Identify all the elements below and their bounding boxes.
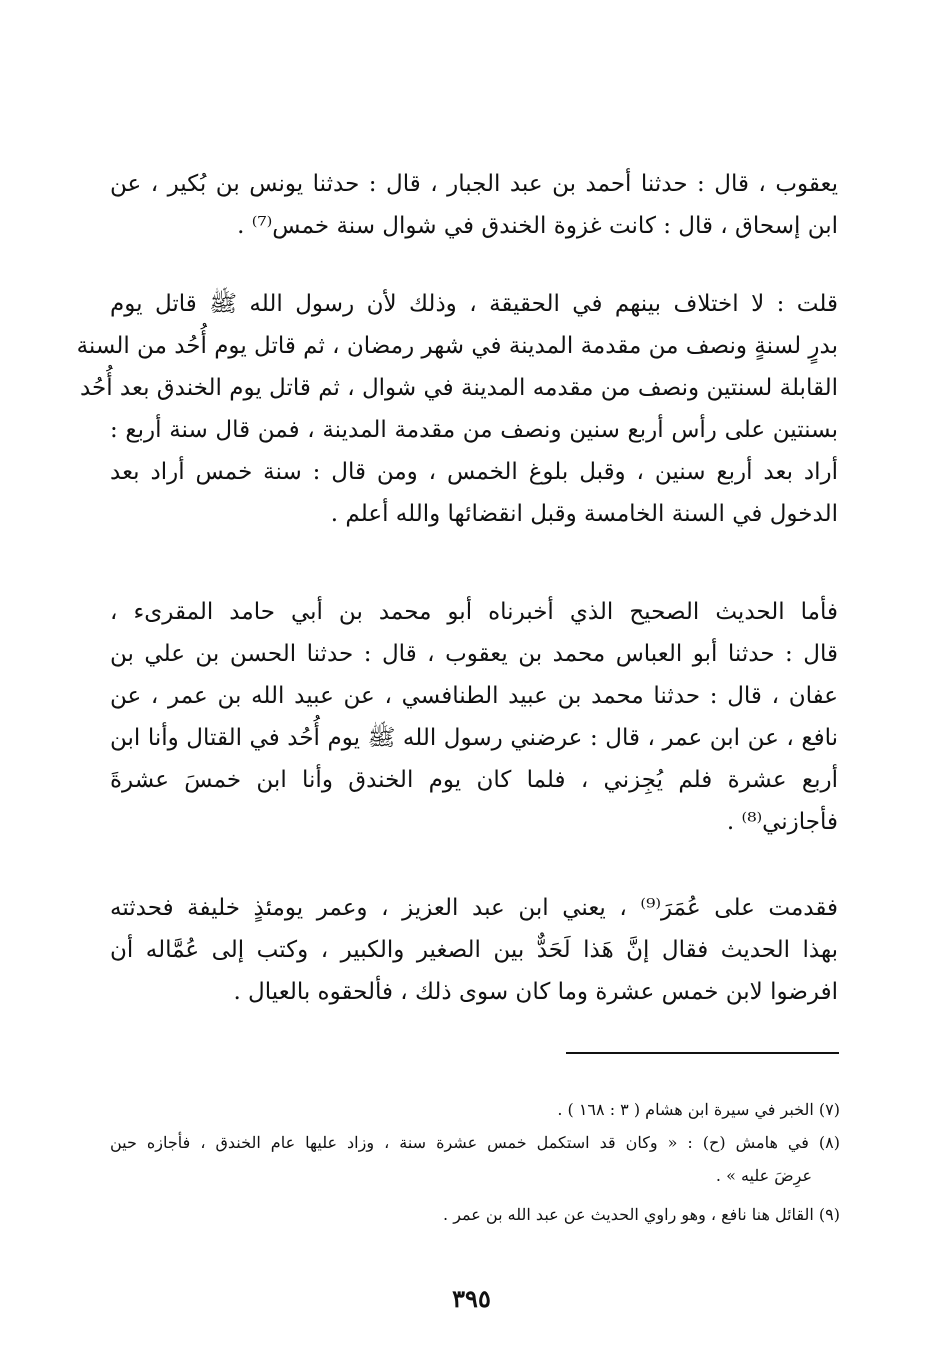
- paragraph-3: [110, 591, 838, 843]
- text-line: افرضوا لابن خمس عشرة وما كان سوى ذلك ، فألحقوه بالعيال .: [233, 979, 838, 1005]
- footnote-line: (٧) الخبر في سيرة ابن هشام ( ٣ : ١٦٨ ) .: [557, 1100, 840, 1119]
- text-line: فأما الحديث الصحيح الذي أخبرناه أبو محمد بن أبي حامد المقرىء ،: [110, 599, 838, 625]
- footnote-9: [110, 1198, 840, 1231]
- text-line: الدخول في السنة الخامسة وقبل انقضائها والله أعلم .: [330, 501, 838, 527]
- text-line: بهذا الحديث فقال إنَّ هَذا لَحَدٌّ بين الصغير والكبير ، وكتب إلى عُمَّاله أن: [110, 937, 838, 963]
- paragraph-2: [76, 283, 838, 535]
- page-number: ٣٩٥: [452, 1284, 491, 1313]
- footnote-8: [110, 1126, 840, 1192]
- paragraph-4: [110, 887, 838, 1013]
- text-line: نافع ، عن ابن عمر ، قال : عرضني رسول الله ﷺ يوم أُحُد في القتال وأنا ابن: [110, 725, 838, 751]
- footnote-line: (٩) القائل هنا نافع ، وهو راوي الحديث عن عبد الله بن عمر .: [443, 1205, 840, 1224]
- text-line: القابلة لسنتين ونصف من مقدمه المدينة في شوال ، ثم قاتل يوم الخندق بعد أُحُد: [79, 375, 838, 401]
- text-line: ابن إسحاق ، قال : كانت غزوة الخندق في شوال سنة خمس⁽⁷⁾ .: [237, 213, 838, 239]
- text-line: فأجازني⁽⁸⁾ .: [726, 809, 838, 835]
- footnote-line: عرِضَ عليه » .: [715, 1166, 812, 1185]
- text-line: بسنتين على رأس أربع سنين ونصف من مقدمة المدينة ، فمن قال سنة أربع :: [110, 417, 838, 443]
- text-line: عفان ، قال : حدثنا محمد بن عبيد الطنافسي ، عن عبيد الله بن عمر ، عن: [110, 683, 838, 709]
- text-line: قال : حدثنا أبو العباس محمد بن يعقوب ، قال : حدثنا الحسن بن علي بن: [110, 641, 838, 667]
- paragraph-1: [110, 163, 838, 247]
- text-line: أربع عشرة فلم يُجِزني ، فلما كان يوم الخندق وأنا ابن خمسَ عشرةَ: [110, 767, 838, 793]
- text-line: قلت : لا اختلاف بينهم في الحقيقة ، وذلك لأن رسول الله ﷺ قاتل يوم: [110, 291, 838, 317]
- footnote-line: (٨) في هامش (ح) : « وكان قد استكمل خمس عشرة سنة ، وزاد عليها عام الخندق ، فأجازه حين: [110, 1133, 840, 1152]
- footnotes: [110, 1093, 840, 1231]
- footnote-divider: [566, 1052, 839, 1054]
- footnote-7: [110, 1093, 840, 1126]
- text-line: فقدمت على عُمَرَ⁽⁹⁾ ، يعني ابن عبد العزيز ، وعمر يومئذٍ خليفة فحدثته: [110, 895, 838, 921]
- text-line: يعقوب ، قال : حدثنا أحمد بن عبد الجبار ، قال : حدثنا يونس بن بُكير ، عن: [110, 171, 838, 197]
- text-line: أراد بعد أربع سنين ، وقبل بلوغ الخمس ، ومن قال : سنة خمس أراد بعد: [110, 459, 838, 485]
- text-line: بدرٍ لسنةٍ ونصف من مقدمة المدينة في شهر رمضان ، ثم قاتل يوم أُحُد من السنة: [76, 333, 838, 359]
